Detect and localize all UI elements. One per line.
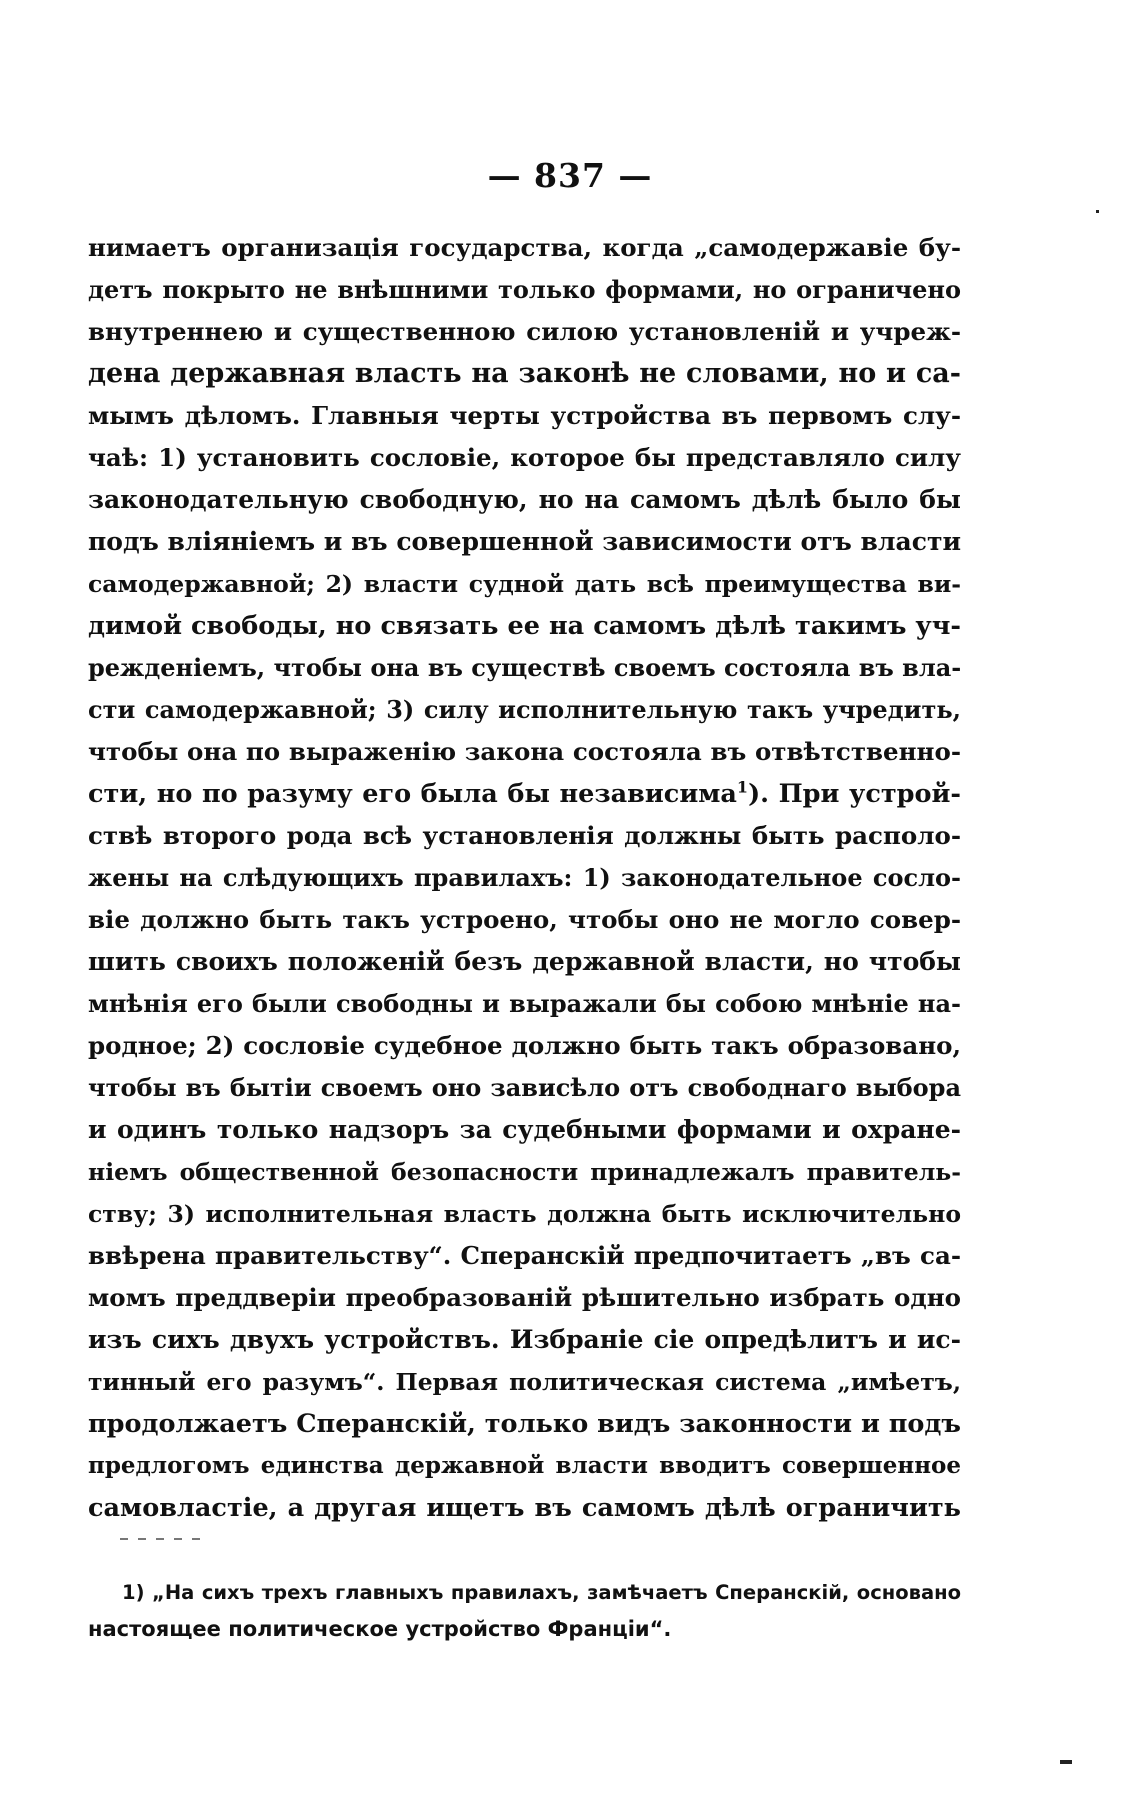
text-line: изъ сихъ двухъ устройствъ. Избраніе сіе опредѣлитъ и ис- xyxy=(88,1325,961,1354)
text-line: димой свободы, но связать ее на самомъ дѣлѣ такимъ уч- xyxy=(88,611,961,641)
text-line: и одинъ только надзоръ за судебными формами и охране- xyxy=(88,1115,961,1144)
text-segment: ). При устрой- xyxy=(748,779,961,809)
text-line: ствѣ второго рода всѣ установленія должны быть располо- xyxy=(88,821,961,850)
text-line: шить своихъ положеній безъ державной власти, но чтобы xyxy=(88,947,961,976)
text-line: родное; 2) сословіе судебное должно быть такъ образовано, xyxy=(88,1031,961,1060)
footnote-line: 1) „На сихъ трехъ главныхъ правилахъ, замѣчаетъ Сперанскій, основано xyxy=(122,1581,961,1604)
text-line: подъ вліяніемъ и въ совершенной зависимости отъ власти xyxy=(88,527,961,556)
text-line: законодательную свободную, но на самомъ дѣлѣ было бы xyxy=(88,485,961,514)
scan-speck xyxy=(1096,210,1099,213)
body-text xyxy=(88,227,961,1529)
text-line: самодержавной; 2) власти судной дать всѣ преимущества ви- xyxy=(88,570,961,598)
page-number: — 837 — xyxy=(487,156,653,195)
text-line: віе должно быть такъ устроено, чтобы оно не могло совер- xyxy=(88,905,961,934)
print-mark xyxy=(174,1538,182,1540)
print-mark xyxy=(138,1538,146,1540)
text-line: режденіемъ, чтобы она въ существѣ своемъ состояла въ вла- xyxy=(88,653,962,682)
text-line-with-footnote-ref xyxy=(88,773,961,815)
footnote xyxy=(88,1575,961,1647)
scan-speck xyxy=(1060,1760,1072,1764)
text-line: момъ преддверіи преобразованій рѣшительно избрать одно xyxy=(88,1283,961,1312)
text-line: ввѣрена правительству“. Сперанскій предпочитаетъ „въ са- xyxy=(88,1241,961,1270)
footnote-ref: 1 xyxy=(736,777,749,797)
text-segment: сти, но по разуму его была бы независима xyxy=(88,779,737,809)
text-line: внутреннею и существенною силою установленій и учреж- xyxy=(88,317,961,346)
text-line: дена державная власть на законѣ не словами, но и са- xyxy=(88,358,961,389)
text-line: предлогомъ единства державной власти вводитъ совершенное xyxy=(88,1452,961,1479)
print-mark xyxy=(120,1538,128,1540)
text-line: самовластіе, а другая ищетъ въ самомъ дѣлѣ ограничить xyxy=(88,1493,961,1523)
text-line: ству; 3) исполнительная власть должна быть исключительно xyxy=(88,1200,961,1228)
text-line: нимаетъ организація государства, когда „самодержавіе бу- xyxy=(88,233,961,262)
text-line: чтобы въ бытіи своемъ оно зависѣло отъ свободнаго выбора xyxy=(88,1073,961,1102)
text-line: ніемъ общественной безопасности принадлежалъ правитель- xyxy=(88,1158,961,1186)
text-line: продолжаетъ Сперанскій, только видъ законности и подъ xyxy=(88,1409,961,1439)
faint-print-marks xyxy=(120,1525,240,1531)
print-mark xyxy=(192,1538,200,1540)
text-line: детъ покрыто не внѣшними только формами, но ограничено xyxy=(88,275,961,304)
text-line: чаѣ: 1) установить сословіе, которое бы представляло силу xyxy=(88,443,961,472)
text-line: чтобы она по выраженію закона состояла въ отвѣтственно- xyxy=(88,737,961,766)
print-mark xyxy=(156,1538,164,1540)
text-line: тинный его разумъ“. Первая политическая система „имѣетъ, xyxy=(88,1368,961,1396)
text-line: жены на слѣдующихъ правилахъ: 1) законодательное сосло- xyxy=(88,863,961,892)
text-line: мнѣнія его были свободны и выражали бы собою мнѣніе на- xyxy=(88,989,961,1018)
text-line: мымъ дѣломъ. Главныя черты устройства въ первомъ слу- xyxy=(88,401,961,430)
footnote-line: настоящее политическое устройство Франціи“. xyxy=(88,1617,672,1641)
text-line: сти самодержавной; 3) силу исполнительную такъ учредить, xyxy=(88,695,961,724)
